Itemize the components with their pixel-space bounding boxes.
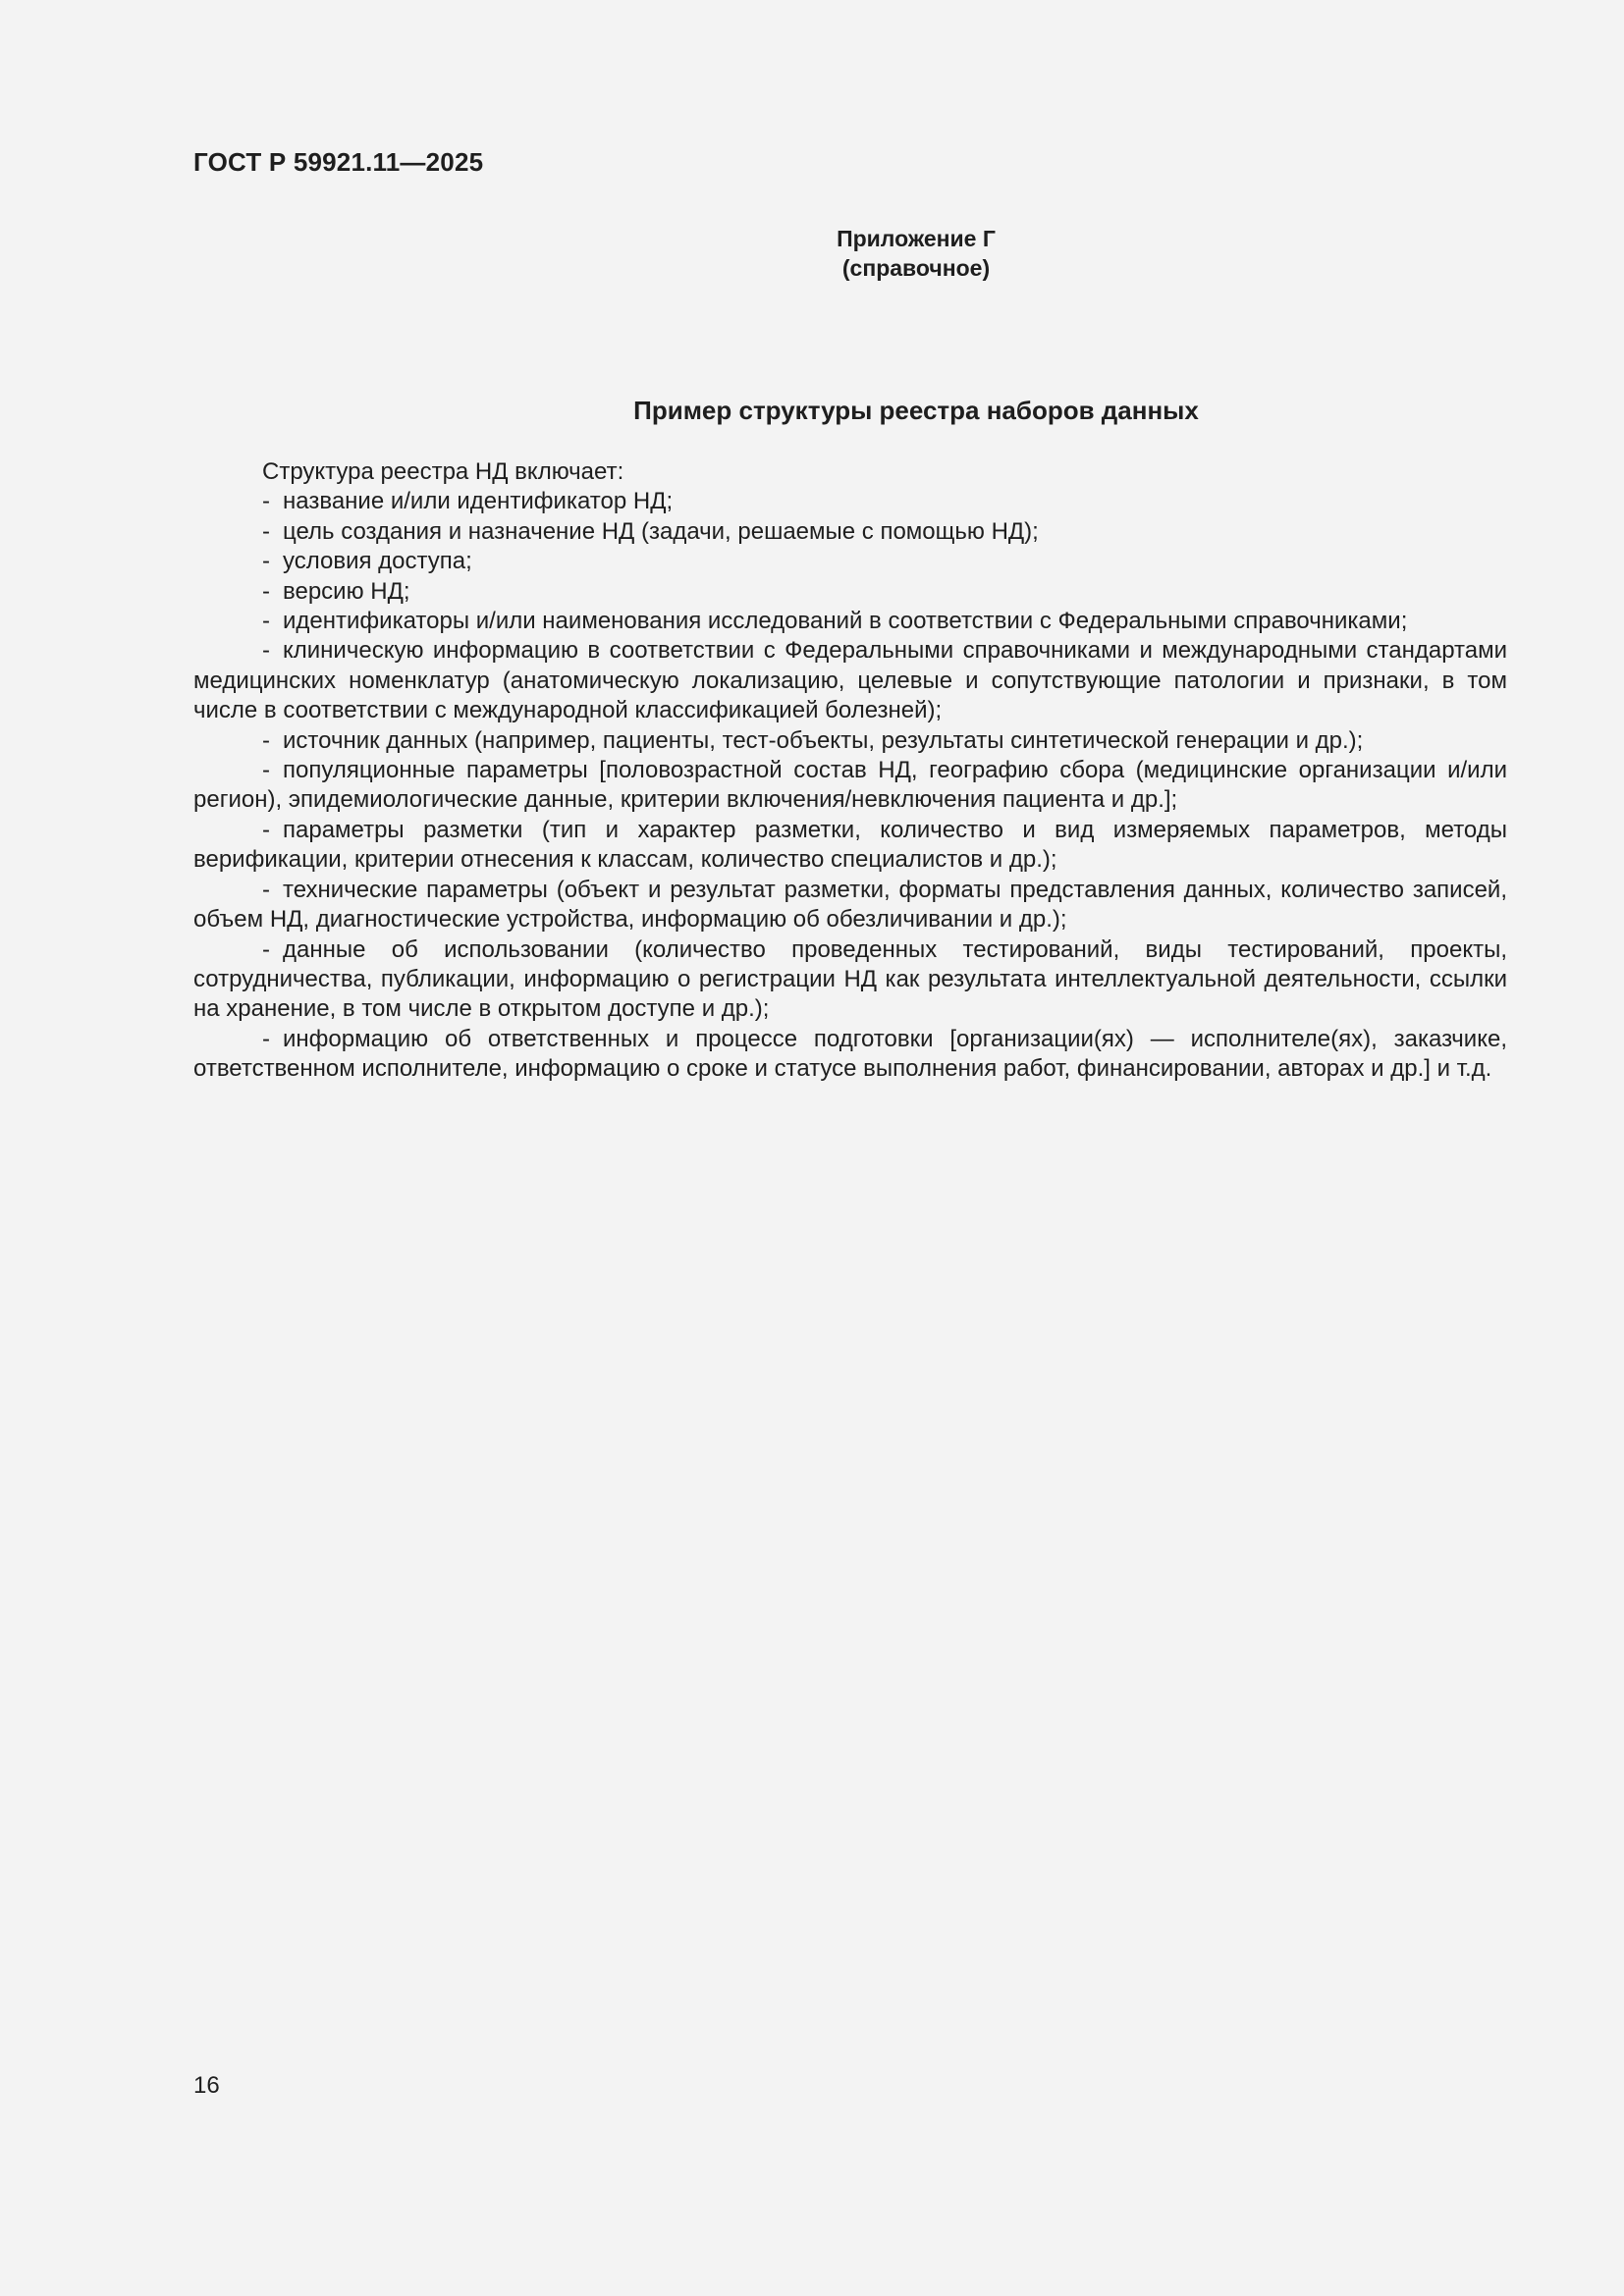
- list-item: [193, 547, 1507, 576]
- list-item: [193, 517, 1507, 547]
- list-item-text: клиническую информацию в соответствии с Федеральными справочниками и международными стандартами медицинских номенклатур (анатомическую локализацию, целевые и сопутствующие патологии и признаки, в том числе в соответствии с международной классификацией болезней);: [193, 637, 1507, 724]
- list-marker: -: [262, 488, 270, 515]
- list-item: [193, 876, 1507, 935]
- list-item-text: идентификаторы и/или наименования исследований в соответствии с Федеральными справочниками;: [283, 608, 1408, 635]
- list-item: [193, 726, 1507, 756]
- list-item-text: название и/или идентификатор НД;: [283, 488, 674, 515]
- list-marker: -: [262, 517, 270, 545]
- list-item: [193, 816, 1507, 876]
- list-item-text: популяционные параметры [половозрастной состав НД, географию сбора (медицинские организации и/или регион), эпидемиологические данные, критерии включения/невключения пациента и др.];: [193, 757, 1507, 814]
- list-item-text: параметры разметки (тип и характер разметки, количество и вид измеряемых параметров, методы верификации, критерии отнесения к классам, количество специалистов и др.);: [193, 816, 1507, 874]
- appendix-subtitle: (справочное): [841, 255, 991, 281]
- list-item: [193, 1025, 1507, 1085]
- list-item-text: версию НД;: [283, 577, 410, 605]
- intro-paragraph: Структура реестра НД включает:: [262, 458, 624, 485]
- list-item-text: источник данных (например, пациенты, тест-объекты, результаты синтетической генерации и др.);: [283, 726, 1364, 754]
- list-item: [193, 487, 1507, 516]
- list-marker: -: [262, 726, 270, 754]
- list-item-text: условия доступа;: [283, 548, 472, 575]
- list-marker: -: [262, 608, 270, 635]
- list-item-text: данные об использовании (количество проведенных тестирований, виды тестирований, проекты, сотрудничества, публикации, информацию о регистрации НД как результата интеллектуальной деятельности, ссылки на хранение, в том числе в открытом доступе и др.);: [193, 935, 1507, 1023]
- body-text: [193, 457, 1507, 1085]
- page-number: 16: [193, 2072, 220, 2099]
- list-item: [193, 607, 1507, 636]
- document-code: ГОСТ Р 59921.11—2025: [193, 147, 484, 177]
- list-marker: -: [262, 757, 270, 784]
- list-item: [193, 756, 1507, 816]
- list-item-text: информацию об ответственных и процессе подготовки [организации(ях) — исполнителе(ях), заказчике, ответственном исполнителе, информацию о сроке и статусе выполнения работ, финансировании, авторах и др.] и т.д.: [193, 1025, 1507, 1083]
- list-marker: -: [262, 1025, 270, 1052]
- list-item: [193, 935, 1507, 1025]
- list-marker: -: [262, 816, 270, 843]
- list-marker: -: [262, 548, 270, 575]
- list-marker: -: [262, 637, 270, 665]
- list-item: [193, 577, 1507, 607]
- list-item-text: цель создания и назначение НД (задачи, решаемые с помощью НД);: [283, 517, 1039, 545]
- list-marker: -: [262, 935, 270, 963]
- list-marker: -: [262, 577, 270, 605]
- section-title: Пример структуры реестра наборов данных: [633, 396, 1199, 425]
- list-item: [193, 636, 1507, 725]
- list-item-text: технические параметры (объект и результат разметки, форматы представления данных, количество записей, объем НД, диагностические устройства, информацию об обезличивании и др.);: [193, 876, 1507, 934]
- appendix-title: Приложение Г: [837, 226, 996, 251]
- appendix-heading: [0, 224, 1624, 283]
- list-marker: -: [262, 876, 270, 903]
